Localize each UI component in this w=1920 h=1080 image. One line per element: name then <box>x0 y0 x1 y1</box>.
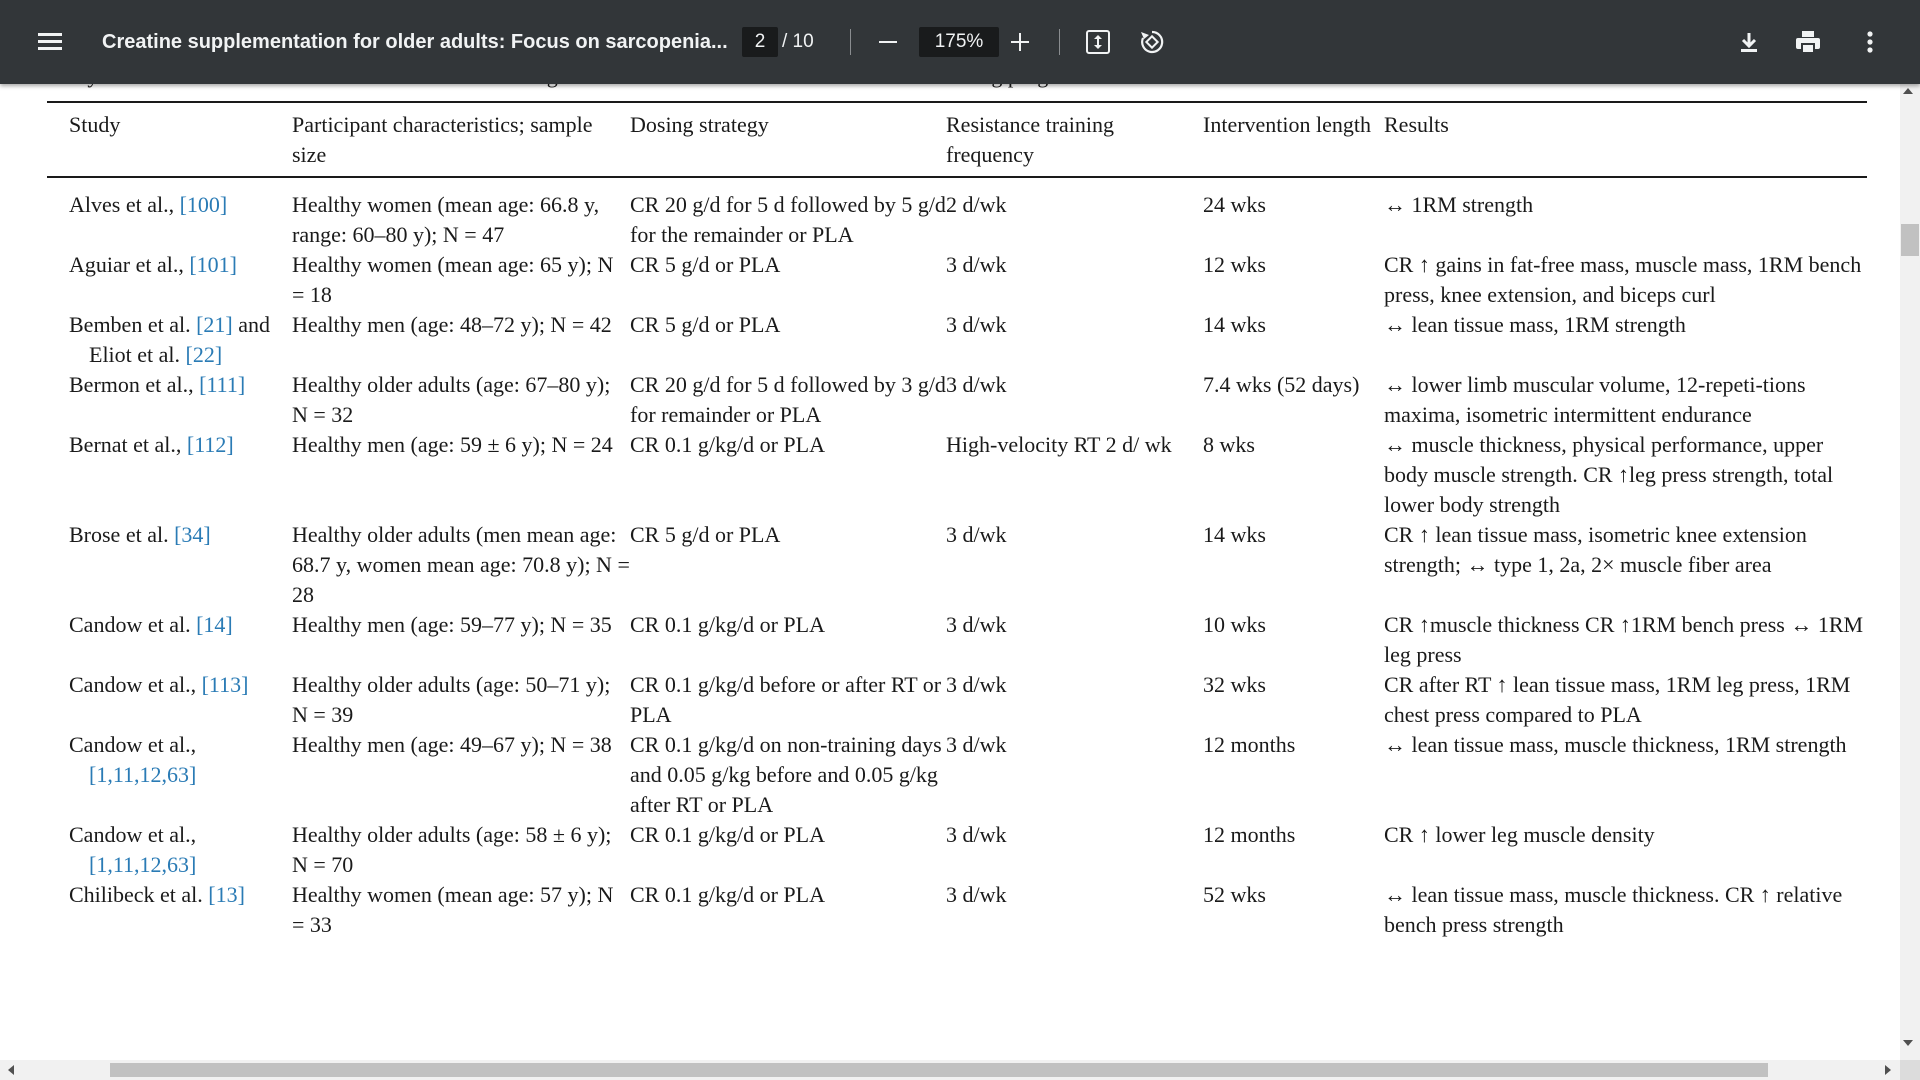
zoom-in-button[interactable] <box>1000 22 1040 62</box>
study-citation <box>69 610 292 640</box>
dosing-cell: CR 5 g/d or PLA <box>630 312 781 337</box>
study-table <box>47 104 1867 940</box>
results-cell: CR after RT ↑ lean tissue mass, 1RM leg press, 1RM chest press compared to PLA <box>1384 672 1851 727</box>
participants-cell: Healthy men (age: 59–77 y); N = 35 <box>292 612 612 637</box>
rotate-icon <box>1138 28 1166 56</box>
toolbar-divider <box>1059 29 1060 55</box>
header-study: Study <box>69 112 121 137</box>
results-cell: ↔ 1RM strength <box>1384 192 1534 217</box>
results-cell: CR ↑ lean tissue mass, isometric knee extension strength; ↔ type 1, 2a, 2× muscle fiber area <box>1384 522 1807 577</box>
study-authors: Brose et al. <box>69 522 175 547</box>
frequency-cell: 3 d/wk <box>946 672 1007 697</box>
vertical-scroll-thumb[interactable] <box>1901 224 1919 256</box>
reference-link[interactable]: [113] <box>201 672 249 697</box>
study-citation <box>69 880 292 910</box>
download-icon <box>1737 30 1761 54</box>
results-cell: CR ↑muscle thickness CR ↑1RM bench press ↔ 1RM leg press <box>1384 612 1864 667</box>
frequency-cell: 3 d/wk <box>946 882 1007 907</box>
header-length: Intervention length <box>1203 112 1372 137</box>
study-cell <box>47 520 292 610</box>
study-authors: Bemben et al. <box>69 312 197 337</box>
study-cell <box>47 370 292 430</box>
horizontal-scroll-thumb[interactable] <box>110 1063 1768 1077</box>
frequency-cell: 3 d/wk <box>946 372 1007 397</box>
length-cell: 14 wks <box>1203 312 1266 337</box>
reference-link[interactable]: [34] <box>174 522 211 547</box>
participants-cell: Healthy older adults (age: 50–71 y); N = 39 <box>292 672 611 727</box>
scroll-down-icon[interactable] <box>1903 1040 1913 1046</box>
menu-button[interactable] <box>30 22 70 62</box>
study-authors: Candow et al. <box>69 612 197 637</box>
page-total: / 10 <box>782 31 814 52</box>
header-dosing: Dosing strategy <box>630 112 769 137</box>
document-title: Creatine supplementation for older adults: Focus on sarcopenia... <box>102 31 728 53</box>
rotate-button[interactable] <box>1132 22 1172 62</box>
reference-link[interactable]: [13] <box>208 882 245 907</box>
study-citation <box>69 670 292 700</box>
results-cell: ↔ lean tissue mass, muscle thickness, 1RM strength <box>1384 732 1847 757</box>
frequency-cell: 3 d/wk <box>946 252 1007 277</box>
study-authors: Alves et al., <box>69 192 180 217</box>
length-cell: 12 months <box>1203 732 1296 757</box>
zoom-out-button[interactable] <box>868 22 908 62</box>
study-authors: Candow et al., <box>69 822 197 847</box>
length-cell: 12 wks <box>1203 252 1266 277</box>
participants-cell: Healthy older adults (age: 67–80 y); N = 32 <box>292 372 611 427</box>
dosing-cell: CR 0.1 g/kg/d before or after RT or PLA <box>630 672 942 727</box>
length-cell: 14 wks <box>1203 522 1266 547</box>
header-frequency: Resistance training frequency <box>946 112 1115 167</box>
table-row <box>47 520 1867 610</box>
dosing-cell: CR 20 g/d for 5 d followed by 3 g/d for remainder or PLA <box>630 372 946 427</box>
length-cell: 12 months <box>1203 822 1296 847</box>
study-citation <box>69 190 292 220</box>
frequency-cell: 3 d/wk <box>946 522 1007 547</box>
reference-link[interactable]: [1,11,12,63] <box>89 852 197 877</box>
scrollbar-corner <box>1900 1060 1920 1080</box>
dosing-cell: CR 20 g/d for 5 d followed by 5 g/d for the remainder or PLA <box>630 192 946 247</box>
reference-link[interactable]: [22] <box>185 342 223 367</box>
results-cell: CR ↑ gains in fat-free mass, muscle mass, 1RM bench press, knee extension, and biceps curl <box>1384 252 1862 307</box>
table-row <box>47 430 1867 520</box>
download-button[interactable] <box>1729 22 1769 62</box>
dosing-cell: CR 5 g/d or PLA <box>630 522 781 547</box>
participants-cell: Healthy men (age: 49–67 y); N = 38 <box>292 732 612 757</box>
table-top-rule <box>47 101 1867 103</box>
zoom-out-icon <box>879 41 897 43</box>
frequency-cell: High-velocity RT 2 d/ wk <box>946 432 1172 457</box>
reference-link[interactable]: [101] <box>189 252 238 277</box>
table-row <box>47 820 1867 880</box>
pdf-toolbar <box>0 0 1920 84</box>
reference-link[interactable]: [100] <box>179 192 228 217</box>
table-row <box>47 610 1867 670</box>
reference-link[interactable]: [1,11,12,63] <box>89 762 197 787</box>
study-cell <box>47 250 292 310</box>
scroll-right-icon[interactable] <box>1885 1065 1891 1075</box>
table-row <box>47 250 1867 310</box>
study-authors: Chilibeck et al. <box>69 882 209 907</box>
results-cell: CR ↑ lower leg muscle density <box>1384 822 1655 847</box>
study-cell <box>47 820 292 880</box>
dosing-cell: CR 0.1 g/kg/d or PLA <box>630 612 825 637</box>
length-cell: 7.4 wks (52 days) <box>1203 372 1360 397</box>
length-cell: 24 wks <box>1203 192 1266 217</box>
frequency-cell: 3 d/wk <box>946 732 1007 757</box>
participants-cell: Healthy older adults (age: 58 ± 6 y); N = 70 <box>292 822 612 877</box>
study-authors: Candow et al., <box>69 672 202 697</box>
table-row <box>47 880 1867 940</box>
page-number-input[interactable]: 2 <box>742 27 778 57</box>
study-citation <box>69 730 292 790</box>
dosing-cell: CR 0.1 g/kg/d or PLA <box>630 882 825 907</box>
study-citation <box>69 310 292 370</box>
study-citation <box>69 250 292 280</box>
fit-page-icon <box>1085 29 1111 55</box>
table-body <box>47 178 1867 940</box>
dosing-cell: CR 0.1 g/kg/d or PLA <box>630 822 825 847</box>
frequency-cell: 3 d/wk <box>946 612 1007 637</box>
header-results: Results <box>1384 112 1449 137</box>
participants-cell: Healthy women (mean age: 57 y); N = 33 <box>292 882 614 937</box>
participants-cell: Healthy men (age: 59 ± 6 y); N = 24 <box>292 432 613 457</box>
table-row <box>47 670 1867 730</box>
length-cell: 10 wks <box>1203 612 1266 637</box>
study-citation <box>69 820 292 880</box>
table-header-row <box>47 104 1867 178</box>
study-cell <box>47 610 292 670</box>
study-cell <box>47 310 292 370</box>
results-cell: ↔ muscle thickness, physical performance, upper body muscle strength. CR ↑leg press strength, total lower body strength <box>1384 432 1834 517</box>
study-authors: Bermon et al., <box>69 372 200 397</box>
study-authors: Candow et al., <box>69 732 197 757</box>
menu-icon <box>38 33 62 51</box>
table-row <box>47 730 1867 820</box>
study-cell <box>47 880 292 940</box>
study-authors: Aguiar et al., <box>69 252 190 277</box>
fit-to-page-button[interactable] <box>1078 22 1118 62</box>
reference-link[interactable]: [111] <box>199 372 246 397</box>
study-cell <box>47 430 292 520</box>
dosing-cell: CR 5 g/d or PLA <box>630 252 781 277</box>
dosing-cell: CR 0.1 g/kg/d or PLA <box>630 432 825 457</box>
study-cell <box>47 730 292 820</box>
print-button[interactable] <box>1788 22 1828 62</box>
participants-cell: Healthy older adults (men mean age: 68.7 y, women mean age: 70.8 y); N = 28 <box>292 522 630 607</box>
study-cell <box>47 178 292 250</box>
scroll-left-icon[interactable] <box>8 1065 14 1075</box>
zoom-in-icon <box>1011 33 1029 51</box>
study-authors: Bernat et al., <box>69 432 187 457</box>
frequency-cell: 2 d/wk <box>946 192 1007 217</box>
length-cell: 8 wks <box>1203 432 1255 457</box>
dosing-cell: CR 0.1 g/kg/d on non-training days and 0.05 g/kg before and 0.05 g/kg after RT or PLA <box>630 732 942 817</box>
results-cell: ↔ lean tissue mass, 1RM strength <box>1384 312 1686 337</box>
table-row <box>47 310 1867 370</box>
reference-link[interactable]: [14] <box>196 612 233 637</box>
reference-link[interactable]: [21] <box>196 312 233 337</box>
frequency-cell: 3 d/wk <box>946 312 1007 337</box>
study-cell <box>47 670 292 730</box>
more-vert-icon <box>1866 30 1874 54</box>
results-cell: ↔ lower limb muscular volume, 12-repeti-tions maxima, isometric intermittent endurance <box>1384 372 1806 427</box>
reference-link[interactable]: [112] <box>186 432 234 457</box>
scroll-up-icon[interactable] <box>1903 88 1913 94</box>
length-cell: 32 wks <box>1203 672 1266 697</box>
zoom-level-input[interactable]: 175% <box>919 27 999 57</box>
study-citation <box>69 370 292 400</box>
study-authors: and Eliot et al. <box>89 312 270 367</box>
participants-cell: Healthy women (mean age: 66.8 y, range: 60–80 y); N = 47 <box>292 192 600 247</box>
results-cell: ↔ lean tissue mass, muscle thickness. CR ↑ relative bench press strength <box>1384 882 1843 937</box>
participants-cell: Healthy women (mean age: 65 y); N = 18 <box>292 252 614 307</box>
participants-cell: Healthy men (age: 48–72 y); N = 42 <box>292 312 612 337</box>
length-cell: 52 wks <box>1203 882 1266 907</box>
study-citation <box>69 520 292 550</box>
toolbar-divider <box>850 29 851 55</box>
table-row <box>47 178 1867 250</box>
frequency-cell: 3 d/wk <box>946 822 1007 847</box>
study-citation <box>69 430 292 460</box>
table-row <box>47 370 1867 430</box>
header-participants: Participant characteristics; sample size <box>292 112 593 167</box>
more-options-button[interactable] <box>1850 22 1890 62</box>
print-icon <box>1795 30 1821 54</box>
